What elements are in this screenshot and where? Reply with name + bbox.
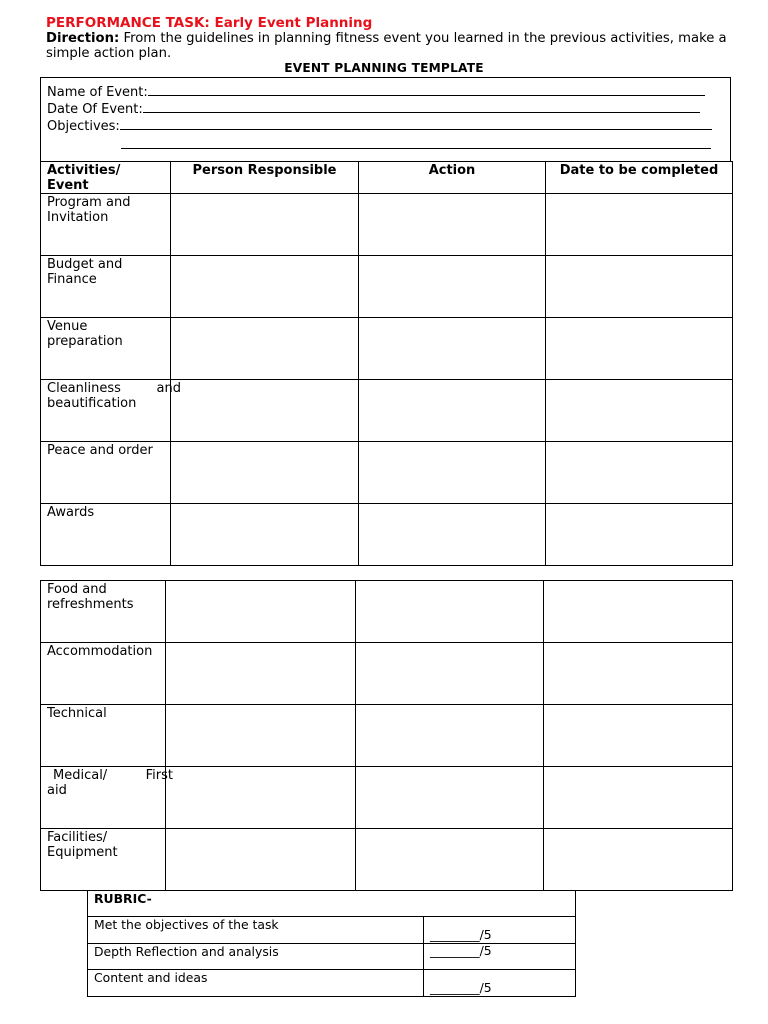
rubric-table (87, 890, 576, 997)
table-row (41, 318, 733, 380)
planning-table (40, 161, 733, 566)
action-cell[interactable] (356, 643, 544, 705)
activity-word: and (156, 381, 181, 396)
task-title: PERFORMANCE TASK: Early Event Planning (46, 15, 373, 31)
action-cell[interactable] (356, 705, 544, 767)
activity-cell (41, 767, 173, 829)
date-cell[interactable] (544, 643, 733, 705)
activity-cell: Technical (41, 705, 166, 767)
action-cell[interactable] (356, 829, 544, 891)
event-date-label: Date Of Event: (47, 102, 143, 117)
rubric-criterion: Met the objectives of the task (88, 917, 424, 944)
activity-cell: Accommodation (41, 643, 166, 705)
activity-word: First (145, 768, 173, 783)
direction-text: From the guidelines in planning fitness event you learned in the previous activities, make a simple action plan. (46, 31, 727, 61)
header-activities: Activities/ Event (41, 162, 171, 194)
rubric-score[interactable]: ________/5 (424, 970, 576, 997)
table-row (41, 829, 733, 891)
direction-paragraph (46, 31, 736, 61)
action-cell[interactable] (356, 767, 544, 829)
table-header-row (41, 162, 733, 194)
rubric-score[interactable]: ________/5 (424, 917, 576, 944)
activity-word: Cleanliness (47, 381, 121, 396)
date-cell[interactable] (546, 504, 733, 566)
action-cell[interactable] (359, 380, 546, 442)
action-cell[interactable] (359, 442, 546, 504)
header-date: Date to be completed (546, 162, 733, 194)
event-name-rule (148, 83, 705, 96)
person-cell[interactable] (171, 256, 359, 318)
activity-word: aid (47, 783, 67, 798)
template-title: EVENT PLANNING TEMPLATE (284, 61, 484, 75)
date-cell[interactable] (546, 380, 733, 442)
objectives-rule-2 (121, 148, 711, 149)
action-cell[interactable] (359, 256, 546, 318)
activity-cell (41, 380, 181, 442)
activity-cell: Awards (41, 504, 171, 566)
table-row (41, 380, 733, 442)
date-cell[interactable] (544, 581, 733, 643)
table-row (41, 643, 733, 705)
rubric-title: RUBRIC- (88, 891, 576, 917)
event-info-box (40, 77, 731, 161)
table-row (41, 256, 733, 318)
person-cell[interactable] (166, 643, 356, 705)
rubric-score[interactable]: ________/5 (424, 944, 576, 970)
table-row (41, 442, 733, 504)
activity-cell: Program and Invitation (41, 194, 171, 256)
objectives-line (47, 117, 712, 134)
rubric-row (88, 944, 576, 970)
action-cell[interactable] (359, 318, 546, 380)
rubric-row (88, 970, 576, 997)
person-cell[interactable] (166, 767, 356, 829)
activity-word: Medical/ (53, 768, 108, 783)
date-cell[interactable] (544, 705, 733, 767)
person-cell[interactable] (171, 380, 359, 442)
date-cell[interactable] (546, 318, 733, 380)
action-cell[interactable] (359, 194, 546, 256)
event-name-line (47, 83, 705, 100)
action-cell[interactable] (356, 581, 544, 643)
person-cell[interactable] (171, 504, 359, 566)
date-cell[interactable] (546, 442, 733, 504)
header-person: Person Responsible (171, 162, 359, 194)
header-action: Action (359, 162, 546, 194)
table-row (41, 194, 733, 256)
direction-label: Direction: (46, 31, 120, 46)
action-cell[interactable] (359, 504, 546, 566)
activity-cell: Budget and Finance (41, 256, 171, 318)
person-cell[interactable] (166, 581, 356, 643)
person-cell[interactable] (171, 442, 359, 504)
activity-cell: Food and refreshments (41, 581, 166, 643)
rubric-criterion: Depth Reflection and analysis (88, 944, 424, 970)
table-row (41, 504, 733, 566)
event-date-rule (143, 100, 700, 113)
date-cell[interactable] (544, 829, 733, 891)
date-cell[interactable] (546, 256, 733, 318)
activity-cell: Peace and order (41, 442, 171, 504)
event-date-line (47, 100, 700, 117)
objectives-rule (120, 117, 712, 130)
rubric-title-row (88, 891, 576, 917)
objectives-label: Objectives: (47, 119, 120, 134)
planning-table-continued (40, 580, 733, 891)
person-cell[interactable] (166, 705, 356, 767)
activity-word: beautification (47, 396, 137, 411)
person-cell[interactable] (171, 194, 359, 256)
table-row (41, 581, 733, 643)
person-cell[interactable] (166, 829, 356, 891)
event-name-label: Name of Event: (47, 85, 148, 100)
date-cell[interactable] (546, 194, 733, 256)
date-cell[interactable] (544, 767, 733, 829)
rubric-row (88, 917, 576, 944)
activity-cell: Venue preparation (41, 318, 171, 380)
activity-cell: Facilities/ Equipment (41, 829, 166, 891)
table-row (41, 705, 733, 767)
table-row (41, 767, 733, 829)
rubric-criterion: Content and ideas (88, 970, 424, 997)
person-cell[interactable] (171, 318, 359, 380)
